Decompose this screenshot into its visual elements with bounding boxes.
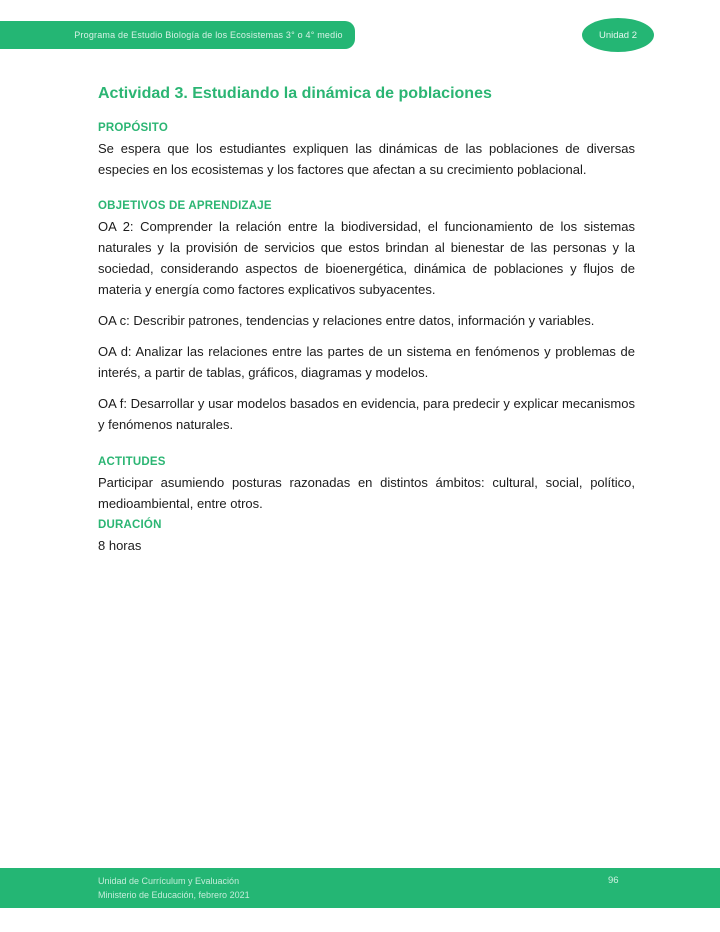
activity-title: Actividad 3. Estudiando la dinámica de poblaciones — [98, 85, 492, 102]
footer-bar — [0, 868, 720, 908]
actitudes-heading: ACTITUDES — [98, 456, 166, 468]
unit-badge-label: Unidad 2 — [598, 29, 638, 41]
duracion-body: 8 horas — [98, 538, 142, 553]
actitudes-body: Participar asumiendo posturas razonadas en distintos ámbitos: cultural, social, político, medioambiental, entre otros. — [98, 475, 635, 511]
program-title: Programa de Estudio Biología de los Ecosistemas 3° o 4° medio — [74, 30, 343, 40]
duracion-heading: DURACIÓN — [98, 519, 162, 531]
objetivo-oa-d: OA d: Analizar las relaciones entre las partes de un sistema en fenómenos y problemas de interés, a partir de tablas, gráficos, diagramas y modelos. — [98, 344, 635, 380]
proposito-body: Se espera que los estudiantes expliquen las dinámicas de las poblaciones de diversas especies en los ecosistemas y los factores que afectan a su crecimiento poblacional. — [98, 141, 635, 177]
footer-line2: Ministerio de Educación, febrero 2021 — [98, 890, 250, 900]
objetivos-heading: OBJETIVOS DE APRENDIZAJE — [98, 200, 272, 212]
page-number: 96 — [608, 875, 619, 886]
objetivo-oa-f: OA f: Desarrollar y usar modelos basados en evidencia, para predecir y explicar mecanismos y fenómenos naturales. — [98, 396, 635, 432]
objetivo-oa2: OA 2: Comprender la relación entre la biodiversidad, el funcionamiento de los sistemas naturales y la provisión de servicios que estos brindan al bienestar de las personas y la sociedad, considerando aspectos de bioenergética, dinámica de poblaciones y flujos de materia y energía como factores explicativos subyacentes. — [98, 219, 635, 297]
proposito-heading: PROPÓSITO — [98, 122, 168, 134]
page-content — [98, 0, 638, 556]
footer-credits — [98, 874, 250, 902]
footer-line1: Unidad de Currículum y Evaluación — [98, 876, 240, 886]
objetivo-oa-c: OA c: Describir patrones, tendencias y relaciones entre datos, información y variables. — [98, 313, 595, 328]
